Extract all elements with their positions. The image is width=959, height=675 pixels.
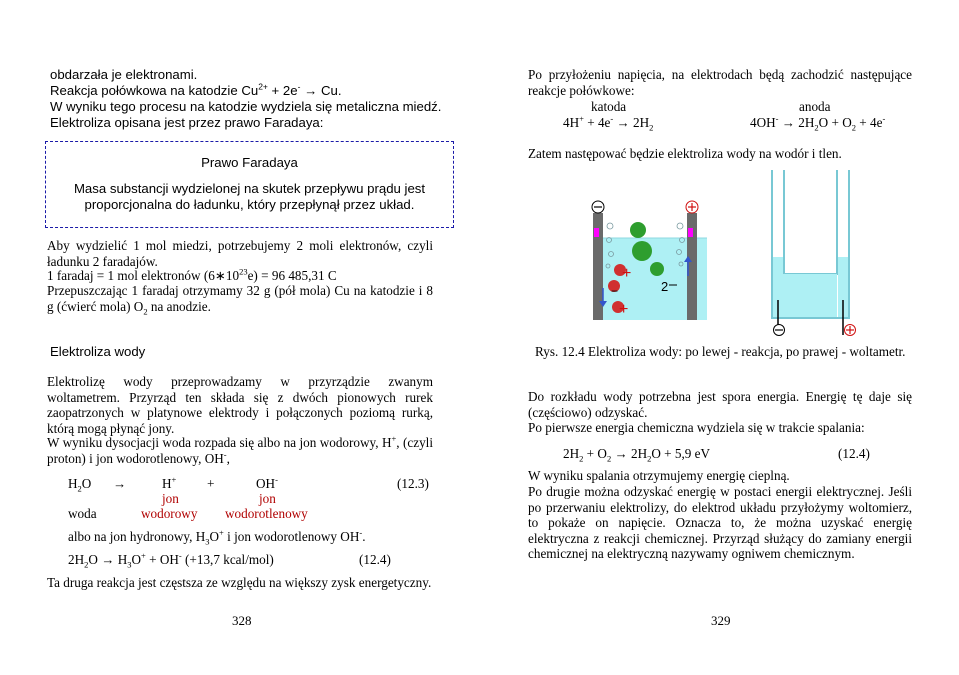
eq-hydroxide-ion: OH- [256,474,278,491]
arrow-icon: → [113,476,127,491]
figure-caption: Rys. 12.4 Elektroliza wody: po lewej - reakcja, po prawej - woltametr. [535,344,906,359]
paragraph-decomposition: Do rozkładu wody potrzebna jest spora energia. Energię tę daje się (częściowo) odzyskać. [528,389,912,420]
eq-combustion: $2H_2 + O_2 \to 2H_2O + 5,9$ eV [563,446,711,464]
arrow-icon: → [616,115,630,130]
eq-hydronium: $2H_2O \to H_3O^+ + OH^-$ (+13,7 kcal/mol) [68,550,274,570]
paragraph-combustion: Po pierwsze energia chemiczna wydziela się w trakcie spalania: [528,420,865,435]
label-wodorowy: wodorowy [141,506,198,521]
paragraph-energy-gain: Ta druga reakcja jest częstsza ze względu na większy zysk energetyczny. [47,575,432,590]
label-katoda: katoda [591,99,627,114]
faraday-box-title: Prawo Faradaya [201,155,298,170]
eq-number-12-4-left: (12.4) [359,552,391,567]
arrow-icon: → [614,446,628,461]
section-heading: Elektroliza wody [50,344,146,359]
intro-line-2: Reakcja połówkowa na katodzie $Cu^{2+} + 2e^- \to Cu$. [50,81,342,98]
svg-text:+: + [619,301,629,318]
label-jon-2: jon [259,491,276,506]
paragraph-hydronium: albo na jon hydronowy, $H_3O^+$ i jon wodorotlenowy OH-. [68,527,366,547]
fig-label-two: 2 [661,279,669,294]
paragraph-voltameter: Elektrolizę wody przeprowadzamy w przyrządzie zwanym woltametrem. Przyrząd ten składa się z dwóch pionowych rurek zaopatrzonych w platynowe elektrody i połączonych poziomą rurką, którą mogą płynąć jony. [47,374,433,436]
label-woda: woda [68,506,97,521]
intro-line-4: Elektroliza opisana jest przez prawo Faradaya: [50,115,324,130]
arrow-icon: → [101,552,115,567]
eq-plus: + [207,476,215,491]
label-anoda: anoda [799,99,831,114]
label-wodorotlenowy: wodorotlenowy [225,506,308,521]
paragraph-voltage: Po przyłożeniu napięcia, na elektrodach będą zachodzić następujące reakcje połówkowe: [528,67,912,98]
paragraph-copper-oxygen: Przepuszczając 1 faradaj otrzymamy 32 g (pół mola) Cu na katodzie i 8 g (ćwierć mola) $O_2$ na anodzie. [47,283,433,317]
page-number-left: 328 [232,613,252,628]
paragraph-faraday-value: 1 faradaj = 1 mol elektronów $(6∗10^{23}e) = 96$ 485,31 C [47,266,337,283]
reaction-cathode: $4H^+ + 4e^- \to 2H_2$ [563,113,654,133]
faraday-box-line-1: Masa substancji wydzielonej na skutek przepływu prądu jest [73,181,426,196]
arrow-icon: → [781,115,795,130]
eq-water-left: $H_2O$ [68,476,92,494]
page-number-right: 329 [711,613,731,628]
arrow-icon: → [304,83,318,98]
faraday-box-line-2: proporcjonalna do ładunku, który przepłynął przez układ. [84,197,415,212]
voltameter [772,170,849,335]
paragraph-dissociation: W wyniku dysocjacji woda rozpada się albo na jon wodorowy, H+, (czyli proton) i jon wodorotlenowy, OH-, [47,433,433,466]
eq-number-12-3: (12.3) [397,476,429,491]
paragraph-moles: Aby wydzielić 1 mol miedzi, potrzebujemy 2 moli elektronów, czyli ładunku 2 faradajów. [47,238,433,269]
eq-number-12-4-right: (12.4) [838,446,870,461]
paragraph-electric-energy: Po drugie można odzyskać energię w postaci energii elektrycznej. Jeśli po przerwaniu elektrolizy, do elektrod układu przyłożymy woltomierz, to pokaże on napięcie. Oznacza to, że można uzyskać energię elektryczna z reakcji chemicznej. Przyrząd służący do zamiany energii chemicznej na elektryczną nazywamy ogniwem chemicznym. [528,484,912,562]
paragraph-heat: W wyniku spalania otrzymujemy energię cieplną. [528,468,790,483]
hydroxide-ion-icon [630,222,646,238]
svg-text:−: − [611,284,619,298]
svg-text:+: + [622,265,632,282]
eq-hydrogen-ion: H+ [162,474,177,491]
intro-line-3: W wyniku tego procesu na katodzie wydziela się metaliczna miedź. [50,99,442,114]
label-jon-1: jon [162,491,179,506]
electrolysis-figure [580,170,888,350]
reaction-anode: $4OH^- \to 2H_2O + O_2 + 4e^-$ [750,113,886,133]
paragraph-conclusion: Zatem następować będzie elektroliza wody na wodór i tlen. [528,146,842,161]
intro-line-1: obdarzała je elektronami. [50,67,198,82]
